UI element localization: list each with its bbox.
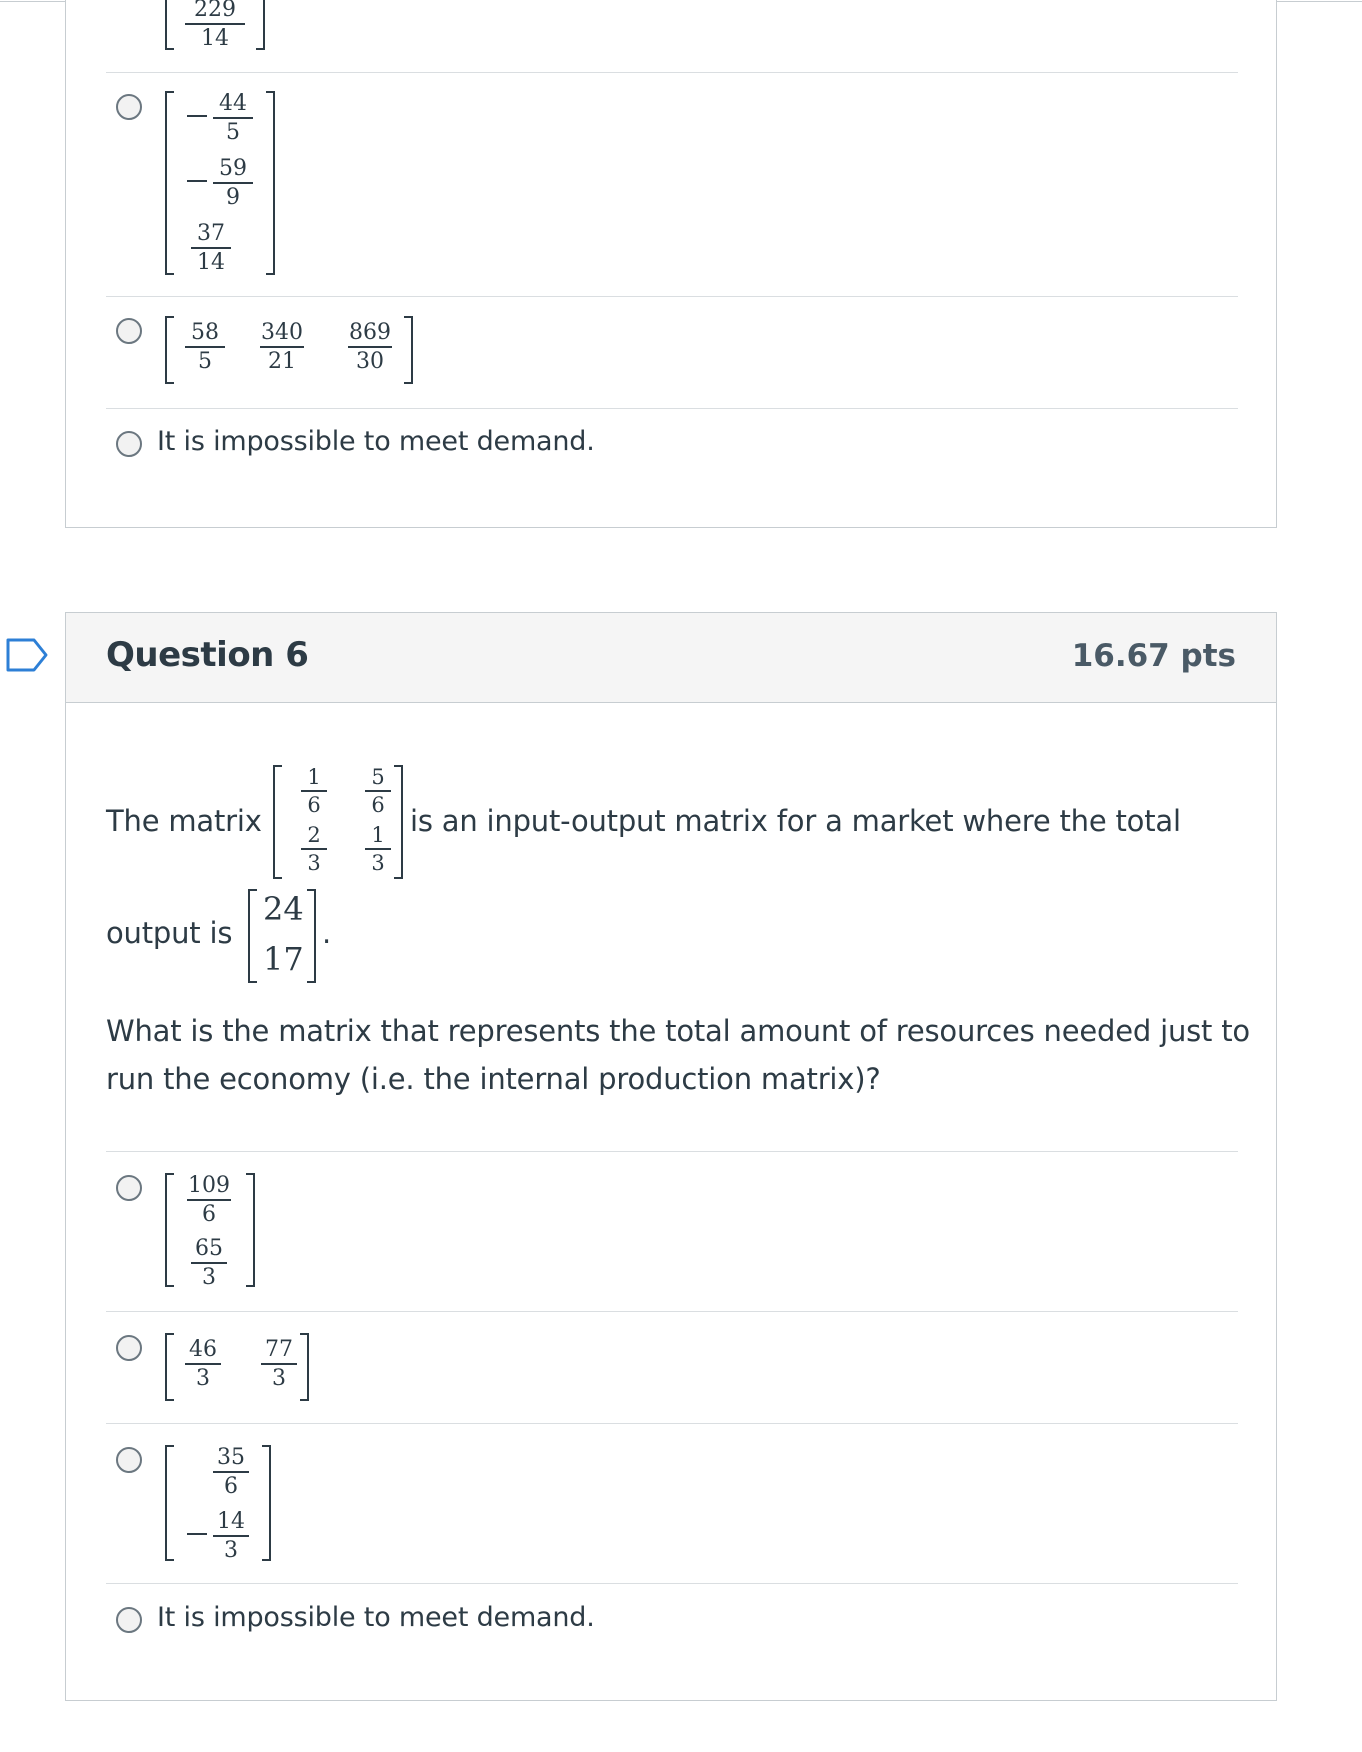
matrix-entry: 109 6 bbox=[188, 1173, 230, 1227]
prompt-period: . bbox=[322, 916, 332, 950]
answer-radio[interactable] bbox=[116, 318, 142, 344]
answer-label[interactable]: It is impossible to meet demand. bbox=[157, 426, 595, 457]
matrix-entry: 229 14 bbox=[185, 0, 245, 51]
q5-partial-matrix bbox=[165, 0, 265, 50]
answer-matrix[interactable] bbox=[165, 91, 275, 275]
bookmark-flag-icon[interactable] bbox=[6, 638, 48, 672]
matrix-entry: 46 3 bbox=[185, 1337, 221, 1391]
vector-entry: 17 bbox=[263, 940, 304, 978]
answer-radio[interactable] bbox=[116, 94, 142, 120]
matrix-entry: 14 3 bbox=[213, 1509, 249, 1563]
answer-radio[interactable] bbox=[116, 1335, 142, 1361]
prompt-text: output is bbox=[106, 916, 233, 950]
matrix-entry: 1 6 bbox=[301, 765, 327, 817]
output-vector bbox=[248, 889, 316, 983]
answer-radio[interactable] bbox=[116, 1447, 142, 1473]
answer-divider bbox=[106, 1311, 1238, 1312]
answer-divider bbox=[106, 72, 1238, 73]
minus-sign bbox=[187, 115, 207, 117]
matrix-entry: 5 6 bbox=[365, 765, 391, 817]
question-6-card bbox=[65, 612, 1277, 1701]
input-output-matrix bbox=[273, 765, 403, 879]
question-text: What is the matrix that represents the total amount of resources needed just to bbox=[106, 1014, 1250, 1048]
answer-matrix[interactable] bbox=[165, 1173, 255, 1290]
answer-divider bbox=[106, 296, 1238, 297]
matrix-entry: 44 5 bbox=[213, 91, 253, 145]
question-5-card bbox=[65, 0, 1277, 528]
answer-matrix[interactable] bbox=[165, 1333, 309, 1401]
matrix-entry: 77 3 bbox=[261, 1337, 297, 1391]
answer-divider bbox=[106, 1583, 1238, 1584]
minus-sign bbox=[187, 180, 207, 182]
answer-radio[interactable] bbox=[116, 1175, 142, 1201]
prompt-text: The matrix bbox=[106, 804, 262, 838]
matrix-entry: 58 5 bbox=[185, 320, 225, 374]
matrix-left-bracket bbox=[165, 0, 174, 50]
matrix-entry: 65 3 bbox=[191, 1236, 227, 1290]
answer-divider bbox=[106, 1151, 1238, 1152]
answer-matrix[interactable] bbox=[165, 316, 413, 384]
answer-radio[interactable] bbox=[116, 1607, 142, 1633]
matrix-right-bracket bbox=[256, 0, 265, 50]
matrix-entry: 1 3 bbox=[365, 823, 391, 875]
question-points: 16.67 pts bbox=[1071, 638, 1236, 674]
answer-label[interactable]: It is impossible to meet demand. bbox=[157, 1602, 595, 1633]
prompt-text: is an input-output matrix for a market where the total bbox=[410, 804, 1181, 838]
answer-matrix[interactable] bbox=[165, 1445, 271, 1561]
answer-divider bbox=[106, 1423, 1238, 1424]
matrix-entry: 59 9 bbox=[213, 156, 253, 210]
question-text: run the economy (i.e. the internal production matrix)? bbox=[106, 1062, 881, 1096]
matrix-entry: 2 3 bbox=[301, 823, 327, 875]
matrix-entry: 340 21 bbox=[261, 320, 303, 374]
answer-divider bbox=[106, 408, 1238, 409]
matrix-entry: 35 6 bbox=[213, 1445, 249, 1499]
question-header bbox=[66, 613, 1276, 703]
question-title: Question 6 bbox=[106, 635, 309, 675]
vector-entry: 24 bbox=[263, 890, 304, 928]
matrix-entry: 869 30 bbox=[349, 320, 391, 374]
answer-radio[interactable] bbox=[116, 431, 142, 457]
minus-sign bbox=[187, 1533, 207, 1535]
matrix-entry: 37 14 bbox=[191, 221, 231, 275]
